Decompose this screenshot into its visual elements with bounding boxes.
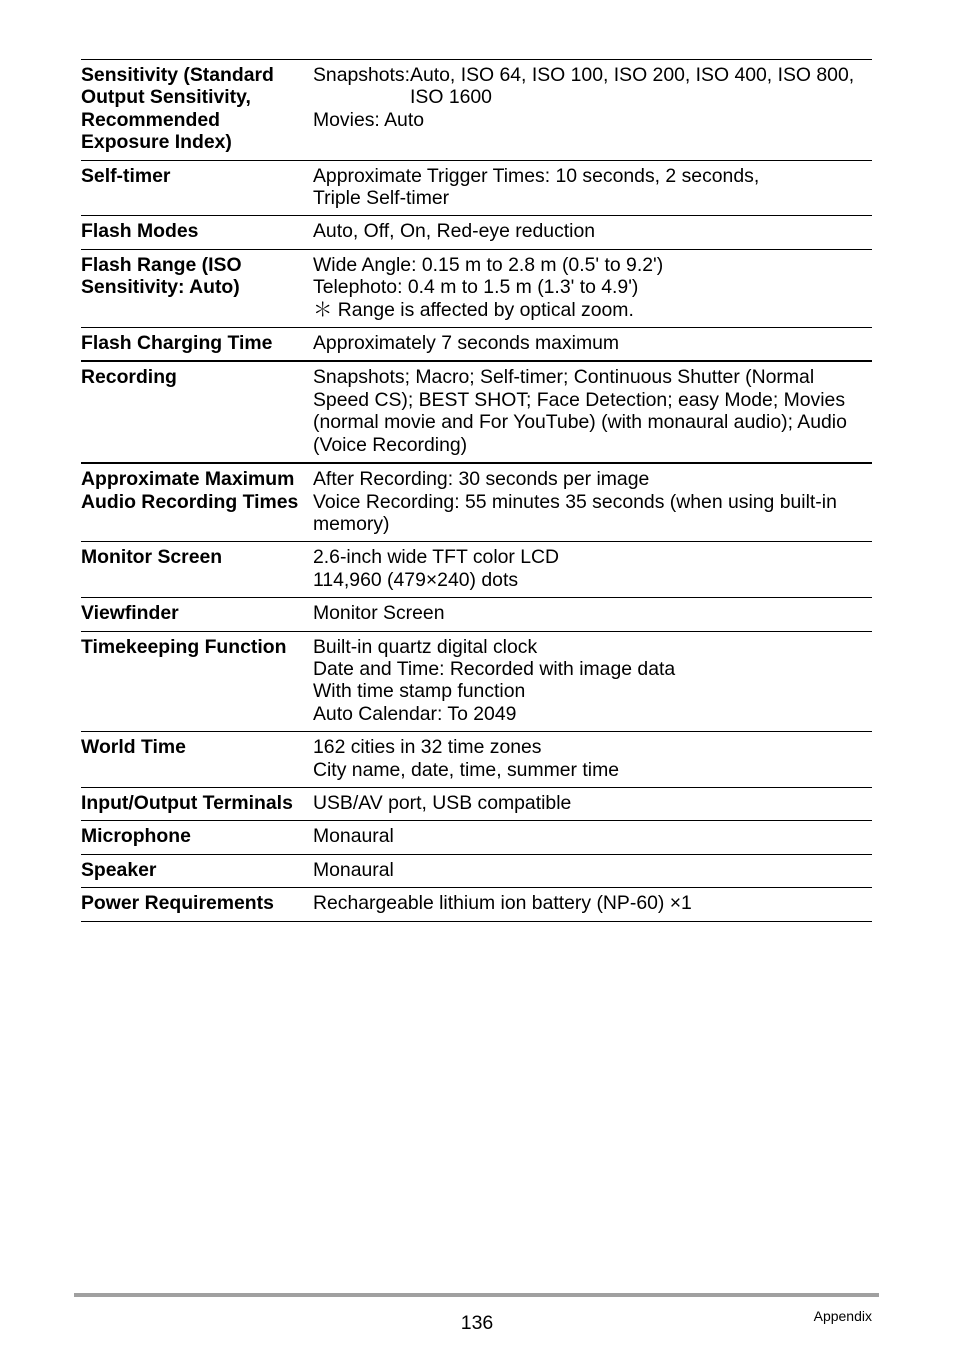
- spec-value: [313, 821, 872, 854]
- spec-row-recording: [81, 361, 872, 463]
- spec-row-speaker: [81, 854, 872, 887]
- spec-line: Date and Time: Recorded with image data: [313, 657, 676, 680]
- spec-line: Monitor Screen: [313, 602, 445, 625]
- spec-label: Self-timer: [81, 160, 313, 216]
- spec-line: Snapshots; Macro; Self-timer; Continuous Shutter (Normal: [313, 366, 815, 389]
- spec-value: [313, 463, 872, 542]
- spec-label: Sensitivity (Standard Output Sensitivity, Recommended Exposure Index): [81, 60, 313, 161]
- spec-value: [313, 249, 872, 327]
- snapshots-sensitivity: [313, 64, 872, 109]
- spec-row-power-requirements: [81, 888, 872, 921]
- spec-line: Monaural: [313, 858, 394, 881]
- spec-line: Monaural: [313, 825, 394, 848]
- spec-line: After Recording: 30 seconds per image: [313, 468, 650, 491]
- spec-row-audio-recording-times: [81, 463, 872, 542]
- spec-line: (Voice Recording): [313, 433, 468, 456]
- spec-row-sensitivity: [81, 60, 872, 161]
- spec-row-flash-modes: [81, 216, 872, 249]
- spec-row-io-terminals: [81, 787, 872, 820]
- spec-label: Input/Output Terminals: [81, 787, 313, 820]
- spec-label: Approximate Maximum Audio Recording Times: [81, 463, 313, 542]
- specifications-table: [81, 59, 872, 922]
- spec-label: Recording: [81, 361, 313, 463]
- spec-line: Approximately 7 seconds maximum: [313, 332, 620, 355]
- spec-label: Monitor Screen: [81, 542, 313, 598]
- spec-line: Speed CS); BEST SHOT; Face Detection; easy Mode; Movies: [313, 388, 846, 411]
- spec-line: Auto Calendar: To 2049: [313, 702, 517, 725]
- spec-label: Timekeeping Function: [81, 631, 313, 732]
- spec-value: [313, 328, 872, 362]
- spec-value: [313, 888, 872, 921]
- spec-label: Viewfinder: [81, 598, 313, 631]
- spec-value: [313, 542, 872, 598]
- spec-line: Movies: Auto: [313, 108, 425, 131]
- spec-row-viewfinder: [81, 598, 872, 631]
- spec-line: Built-in quartz digital clock: [313, 635, 538, 658]
- spec-line: Voice Recording: 55 minutes 35 seconds (when using built-in: [313, 490, 837, 513]
- snapshots-values: Auto, ISO 64, ISO 100, ISO 200, ISO 400, ISO 800, ISO 1600: [410, 64, 855, 109]
- spec-row-microphone: [81, 821, 872, 854]
- spec-line: City name, date, time, summer time: [313, 758, 620, 781]
- spec-line: Auto, Off, On, Red-eye reduction: [313, 220, 596, 243]
- spec-line: (normal movie and For YouTube) (with monaural audio); Audio: [313, 411, 847, 434]
- spec-value: [313, 216, 872, 249]
- spec-line: Approximate Trigger Times: 10 seconds, 2 seconds,: [313, 164, 760, 187]
- spec-value: [313, 631, 872, 732]
- spec-value: [313, 160, 872, 216]
- spec-value: [313, 854, 872, 887]
- spec-label: Flash Charging Time: [81, 328, 313, 362]
- spec-label: Flash Modes: [81, 216, 313, 249]
- snapshots-label: Snapshots:: [313, 64, 411, 86]
- spec-line: Rechargeable lithium ion battery (NP-60) ×1: [313, 892, 692, 915]
- spec-line: Wide Angle: 0.15 m to 2.8 m (0.5' to 9.2'): [313, 253, 664, 276]
- spec-label: Speaker: [81, 854, 313, 887]
- spec-label: Power Requirements: [81, 888, 313, 921]
- spec-label: World Time: [81, 732, 313, 788]
- spec-row-timekeeping: [81, 631, 872, 732]
- spec-row-monitor-screen: [81, 542, 872, 598]
- spec-label: Microphone: [81, 821, 313, 854]
- spec-value: [313, 732, 872, 788]
- spec-row-self-timer: [81, 160, 872, 216]
- spec-row-flash-charging-time: [81, 328, 872, 362]
- section-name: Appendix: [813, 1308, 872, 1324]
- spec-value: [313, 361, 872, 463]
- spec-line: USB/AV port, USB compatible: [313, 791, 572, 814]
- spec-value: [313, 598, 872, 631]
- page-number: 136: [460, 1312, 494, 1334]
- spec-row-world-time: [81, 732, 872, 788]
- spec-label: Flash Range (ISO Sensitivity: Auto): [81, 249, 313, 327]
- spec-line: 2.6-inch wide TFT color LCD: [313, 546, 560, 569]
- spec-line: With time stamp function: [313, 680, 526, 703]
- spec-value: [313, 60, 872, 161]
- spec-row-flash-range: [81, 249, 872, 327]
- spec-line: Telephoto: 0.4 m to 1.5 m (1.3' to 4.9'): [313, 276, 639, 299]
- spec-value: [313, 787, 872, 820]
- footer-divider: [74, 1293, 879, 1297]
- spec-line: 114,960 (479×240) dots: [313, 568, 519, 591]
- spec-line: memory): [313, 512, 390, 535]
- spec-line: 162 cities in 32 time zones: [313, 736, 542, 759]
- spec-footnote: ＊ Range is affected by optical zoom.: [313, 298, 634, 321]
- spec-line: Triple Self-timer: [313, 187, 450, 210]
